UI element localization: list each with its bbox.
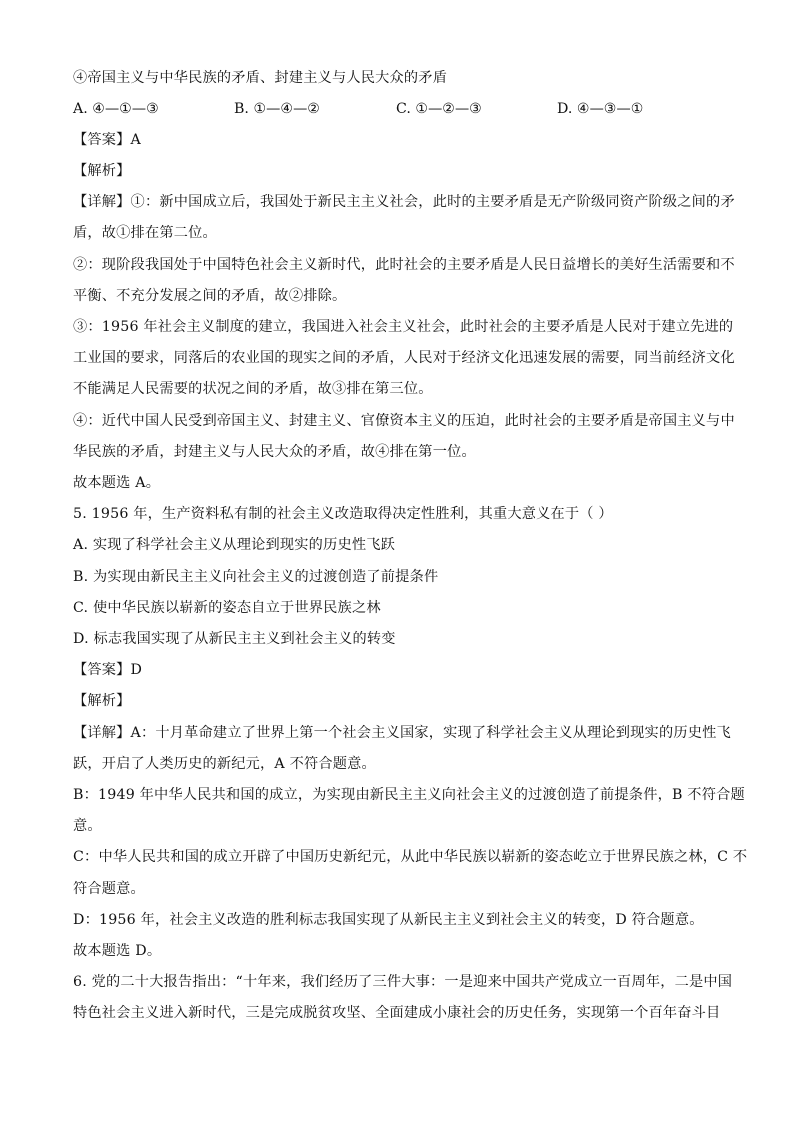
q4-option-c: C. ①—②—③	[396, 101, 482, 117]
q4-detail-line: 【详解】①：新中国成立后，我国处于新民主主义社会，此时的主要矛盾是无产阶级同资产阶级之间的矛	[73, 194, 735, 210]
q5-option-a: A. 实现了科学社会主义从理论到现实的历史性飞跃	[73, 537, 396, 553]
q5-analysis-heading: 【解析】	[73, 693, 131, 709]
q4-detail-line: 不能满足人民需要的状况之间的矛盾，故③排在第三位。	[73, 381, 433, 397]
q5-detail-line: D：1956 年，社会主义改造的胜利标志我国实现了从新民主主义到社会主义的转变，D 符合题意。	[73, 912, 704, 928]
q5-detail-line: C：中华人民共和国的成立开辟了中国历史新纪元，从此中华民族以崭新的姿态屹立于世界民族之林，C 不	[73, 849, 748, 865]
q5-option-d: D. 标志我国实现了从新民主主义到社会主义的转变	[73, 631, 396, 647]
q5-answer: 【答案】D	[73, 662, 143, 678]
q4-detail-line: ③：1956 年社会主义制度的建立，我国进入社会主义社会，此时社会的主要矛盾是人民对于建立先进的	[73, 319, 734, 335]
q5-detail-line: B：1949 年中华人民共和国的成立，为实现由新民主主义向社会主义的过渡创造了前提条件，B 不符合题	[73, 787, 745, 803]
q4-detail-line: 华民族的矛盾，封建主义与人民大众的矛盾，故④排在第一位。	[73, 444, 476, 460]
q4-detail-line: ②：现阶段我国处于中国特色社会主义新时代，此时社会的主要矛盾是人民日益增长的美好生活需要和不	[73, 257, 735, 273]
q6-question: 特色社会主义进入新时代，三是完成脱贫攻坚、全面建成小康社会的历史任务，实现第一个百年奋斗目	[73, 1005, 721, 1021]
q5-detail-line: 符合题意。	[73, 881, 145, 897]
q5-question: 5. 1956 年，生产资料私有制的社会主义改造取得决定性胜利，其重大意义在于（ ）	[73, 506, 613, 522]
q4-analysis-heading: 【解析】	[73, 163, 131, 179]
q4-option-b: B. ①—④—②	[234, 101, 320, 117]
q4-detail-line: 盾，故①排在第二位。	[73, 225, 217, 241]
q4-option-d: D. ④—③—①	[557, 101, 644, 117]
q4-detail-line: 工业国的要求，同落后的农业国的现实之间的矛盾，人民对于经济文化迅速发展的需要，同当前经济文化	[73, 350, 735, 366]
q4-detail-line: 平衡、不充分发展之间的矛盾，故②排除。	[73, 288, 347, 304]
q6-question: 6. 党的二十大报告指出：“十年来，我们经历了三件大事：一是迎来中国共产党成立一百周年，二是中国	[73, 974, 733, 990]
q5-option-b: B. 为实现由新民主主义向社会主义的过渡创造了前提条件	[73, 569, 439, 585]
q4-conclusion: 故本题选 A。	[73, 475, 161, 491]
q5-conclusion: 故本题选 D。	[73, 943, 162, 959]
q5-option-c: C. 使中华民族以崭新的姿态自立于世界民族之林	[73, 600, 381, 616]
q4-answer: 【答案】A	[73, 132, 141, 148]
q4-item-4: ④帝国主义与中华民族的矛盾、封建主义与人民大众的矛盾	[73, 70, 448, 86]
q5-detail-line: 【详解】A：十月革命建立了世界上第一个社会主义国家，实现了科学社会主义从理论到现实的历史性飞	[73, 725, 731, 741]
q5-detail-line: 跃，开启了人类历史的新纪元，A 不符合题意。	[73, 756, 376, 772]
q4-option-a: A. ④—①—③	[73, 101, 159, 117]
q4-detail-line: ④：近代中国人民受到帝国主义、封建主义、官僚资本主义的压迫，此时社会的主要矛盾是帝国主义与中	[73, 413, 735, 429]
q5-detail-line: 意。	[73, 818, 102, 834]
